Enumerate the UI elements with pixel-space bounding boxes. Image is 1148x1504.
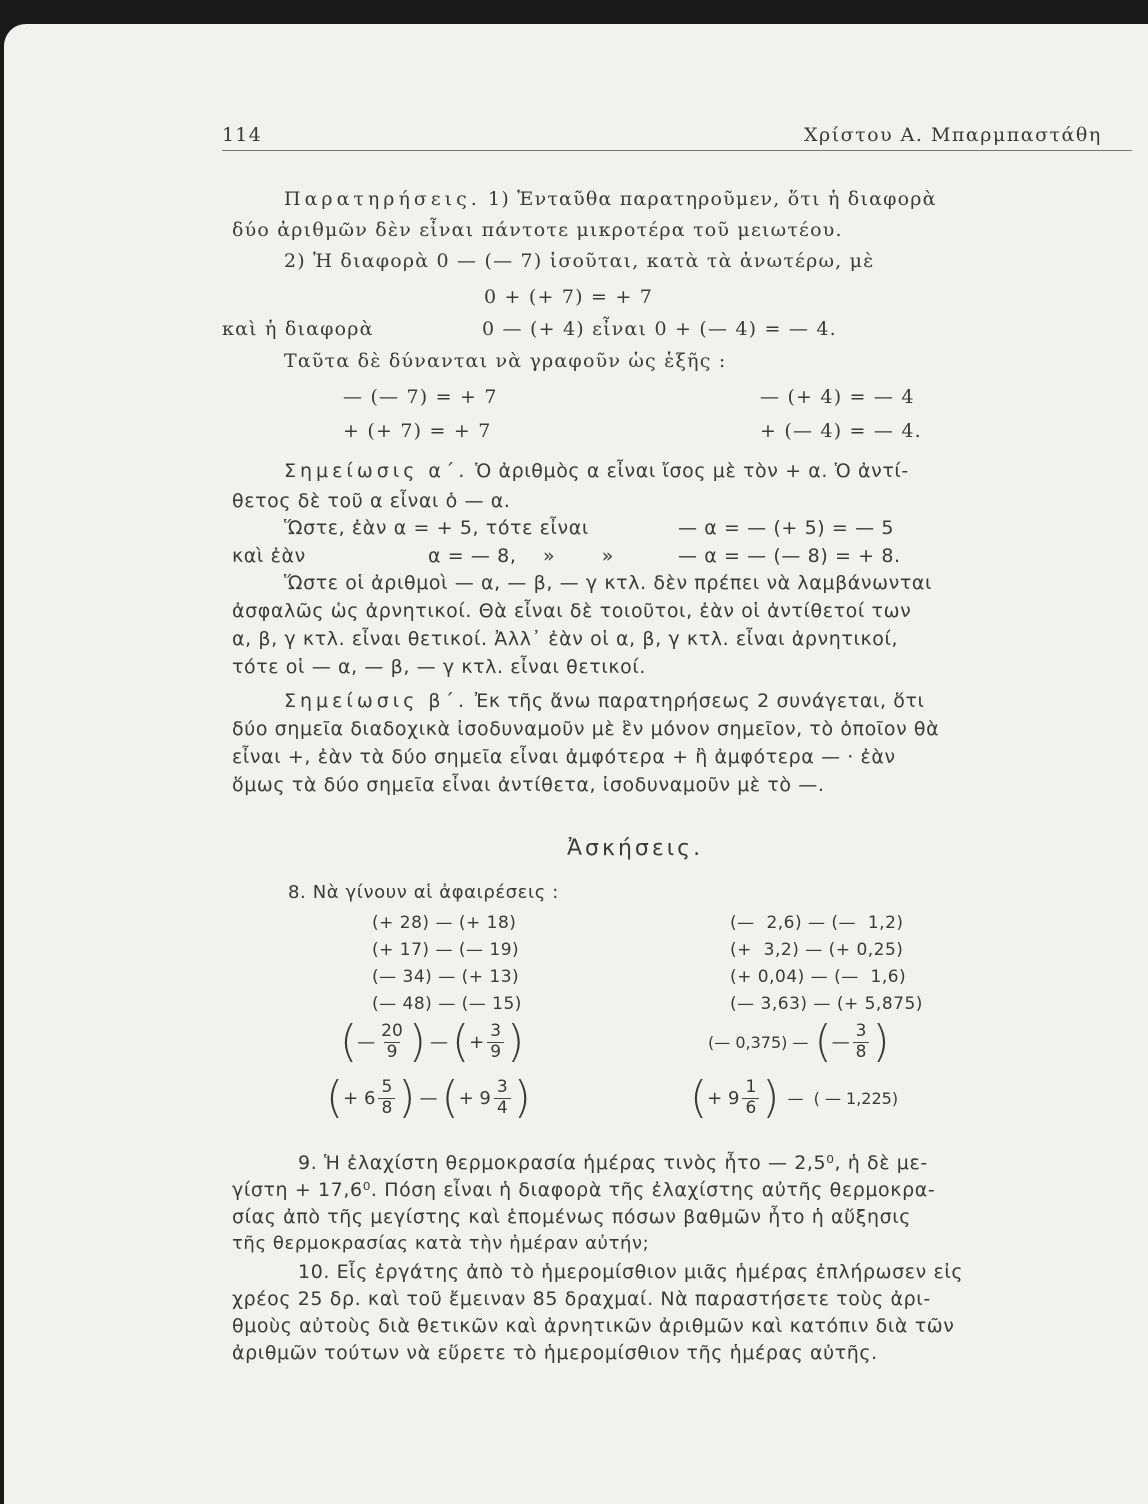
paratiriseis-heading: Παρατηρήσεις. [284, 188, 481, 210]
simeiosis-a-heading: Σημείωσις α΄. [284, 460, 469, 482]
fraction-denominator: 8 [378, 1098, 395, 1119]
ex8-fraction-row1-left: ( — $\frac{20}{9}$ ) — ( + $\frac{3}{9}$ ) [340, 1016, 525, 1067]
fraction-3-8 [853, 1022, 870, 1062]
askiseis-title: Ἀσκήσεις. [567, 836, 704, 861]
page-number: 114 [222, 124, 262, 146]
simeiosis-b-line1 [284, 690, 925, 712]
simeiosis-b-heading: Σημείωσις β΄. [284, 690, 469, 712]
ex8-right-item-1: (— 2,6) — (— 1,2) [730, 913, 904, 933]
fraction-3-4 [494, 1078, 511, 1118]
exercise-9-line2: γίστη + 17,6⁰. Πόση εἶναι ἡ διαφορὰ τῆς ἐλαχίστης αὐτῆς θερμοκρα- [232, 1179, 936, 1201]
equation-1-right: — (+ 4) = — 4 [760, 386, 915, 408]
mixed-number-whole: + 9 [707, 1087, 740, 1109]
ex8-fraction-row2-left: ( + 6 $\frac{5}{8}$ ) — ( + 9 $\frac{3}{4}$ ) [326, 1072, 531, 1123]
equation-2-left: + (+ 7) = + 7 [343, 420, 492, 442]
fraction-numerator: 20 [381, 1020, 403, 1041]
paratiriseis-line1-text: 1) Ἐνταῦθα παρατηροῦμεν, ὅτι ἡ διαφορὰ [488, 188, 937, 210]
fraction-suffix: — ( — 1,225) [787, 1088, 899, 1108]
ex8-left-item-4: (— 48) — (— 15) [372, 994, 522, 1014]
fraction-numerator: 5 [381, 1076, 393, 1097]
ex8-left-item-3: (— 34) — (+ 13) [372, 967, 520, 987]
fraction-20-9 [378, 1022, 406, 1062]
fraction-sign: — [357, 1031, 376, 1053]
fraction-denominator: 4 [494, 1098, 511, 1119]
equation-1-left: — (— 7) = + 7 [343, 386, 498, 408]
fraction-3-9 [487, 1022, 504, 1062]
ex8-right-item-3: (+ 0,04) — (— 1,6) [730, 967, 907, 987]
simeiosis-a-line1 [284, 460, 909, 482]
simeiosis-a-line8: τότε οἱ — α, — β, — γ κτλ. εἶναι θετικοί. [232, 656, 647, 678]
fraction-denominator: 9 [487, 1042, 504, 1063]
fraction-prefix: (— 0,375) — [708, 1032, 809, 1052]
exercise-9-line1: 9. Ἡ ἐλαχίστη θερμοκρασία ἡμέρας τινὸς ἦτο — 2,5⁰, ἡ δὲ με- [298, 1152, 928, 1174]
fraction-sign: + [469, 1031, 485, 1053]
running-head-author: Χρίστου Α. Μπαρμπαστάθη [804, 124, 1102, 146]
exercise-10-line3: θμοὺς αὐτοὺς διὰ θετικῶν καὶ ἀρνητικῶν ἀριθμῶν καὶ κατόπιν διὰ τῶν [232, 1315, 955, 1337]
paratiriseis-line1 [284, 188, 937, 210]
simeiosis-b-line4: ὅμως τὰ δύο σημεῖα εἶναι ἀντίθετα, ἰσοδυναμοῦν μὲ τὸ —. [232, 774, 825, 796]
header-rule [222, 150, 1132, 151]
fraction-numerator: 3 [490, 1020, 502, 1041]
paratiriseis-line4: 0 + (+ 7) = + 7 [484, 286, 654, 308]
fraction-sign: — [831, 1031, 850, 1053]
fraction-denominator: 9 [384, 1042, 401, 1063]
paratiriseis-line5-right: 0 — (+ 4) εἶναι 0 + (— 4) = — 4. [482, 318, 837, 340]
exercise-9-line3: σίας ἀπὸ τῆς μεγίστης καὶ ἑπομένως πόσων βαθμῶν ἦτο ἡ αὔξησις [232, 1206, 912, 1228]
ex8-right-item-4: (— 3,63) — (+ 5,875) [730, 994, 923, 1014]
simeiosis-a-line4-right: — α = — (— 8) = + 8. [678, 545, 901, 567]
fraction-numerator: 3 [496, 1076, 508, 1097]
mixed-number-whole: + 9 [458, 1087, 491, 1109]
paratiriseis-line3: 2) Ἡ διαφορὰ 0 — (— 7) ἰσοῦται, κατὰ τὰ ἀνωτέρω, μὲ [284, 250, 875, 272]
simeiosis-a-line3-left: Ὥστε, ἐὰν α = + 5, τότε εἶναι [284, 517, 589, 539]
exercise-8-intro: 8. Νὰ γίνουν αἱ ἀφαιρέσεις : [288, 882, 559, 903]
paratiriseis-line6: Ταῦτα δὲ δύνανται νὰ γραφοῦν ὡς ἑξῆς : [284, 350, 727, 372]
fraction-denominator: 8 [853, 1042, 870, 1063]
exercise-10-line1: 10. Εἷς ἐργάτης ἀπὸ τὸ ἡμερομίσθιον μιᾶς ἡμέρας ἐπλήρωσεν εἰς [298, 1261, 964, 1283]
fraction-numerator: 1 [745, 1076, 757, 1097]
equation-2-right: + (— 4) = — 4. [760, 420, 922, 442]
simeiosis-a-line6: ἀσφαλῶς ὡς ἀρνητικοί. Θὰ εἶναι δὲ τοιοῦτοι, ἐὰν οἱ ἀντίθετοί των [232, 600, 912, 622]
simeiosis-a-line4-left: καὶ ἐὰν [232, 545, 306, 567]
exercise-10-line2: χρέος 25 δρ. καὶ τοῦ ἔμειναν 85 δραχμαί. Νὰ παραστήσετε τοὺς ἀρι- [232, 1288, 931, 1310]
paratiriseis-line2: δύο ἀριθμῶν δὲν εἶναι πάντοτε μικροτέρα τοῦ μειωτέου. [232, 219, 843, 241]
ex8-left-item-2: (+ 17) — (— 19) [372, 940, 520, 960]
exercise-10-line4: ἀριθμῶν τούτων νὰ εὕρετε τὸ ἡμερομίσθιον τῆς ἡμέρας αὐτῆς. [232, 1342, 878, 1364]
fraction-numerator: 3 [855, 1020, 867, 1041]
simeiosis-a-line3-right: — α = — (+ 5) = — 5 [678, 517, 895, 539]
simeiosis-b-line1-text: Ἐκ τῆς ἄνω παρατηρήσεως 2 συνάγεται, ὅτι [474, 690, 925, 712]
mixed-number-whole: + 6 [343, 1087, 376, 1109]
simeiosis-a-line5: Ὥστε οἱ ἀριθμοὶ — α, — β, — γ κτλ. δὲν πρέπει νὰ λαμβάνωνται [284, 572, 933, 594]
simeiosis-a-line7: α, β, γ κτλ. εἶναι θετικοί. Ἀλλ᾽ ἐὰν οἱ α, β, γ κτλ. εἶναι ἀρνητικοί, [232, 628, 899, 650]
fraction-denominator: 6 [742, 1098, 759, 1119]
simeiosis-a-line4-mid: α = — 8, » » [428, 545, 614, 567]
simeiosis-a-line1-text: Ὁ ἀριθμὸς α εἶναι ἴσος μὲ τὸν + α. Ὁ ἀντί- [475, 460, 909, 482]
fraction-1-6 [742, 1078, 759, 1118]
ex8-right-item-2: (+ 3,2) — (+ 0,25) [730, 940, 904, 960]
simeiosis-b-line3: εἶναι +, ἐὰν τὰ δύο σημεῖα εἶναι ἀμφότερα + ἢ ἀμφότερα — · ἐὰν [232, 746, 896, 768]
fraction-5-8 [378, 1078, 395, 1118]
ex8-fraction-row2-right: ( + 9 $\frac{1}{6}$ ) — ( — 1,225) [690, 1072, 899, 1123]
exercise-9-line4: τῆς θερμοκρασίας κατὰ τὴν ἡμέραν αὐτήν; [232, 1233, 650, 1254]
paratiriseis-line5-left: καὶ ἡ διαφορὰ [222, 318, 374, 340]
simeiosis-b-line2: δύο σημεῖα διαδοχικὰ ἰσοδυναμοῦν μὲ ἓν μόνον σημεῖον, τὸ ὁποῖον θὰ [232, 718, 940, 740]
simeiosis-a-line2: θετος δὲ τοῦ α εἶναι ὁ — α. [232, 490, 511, 512]
ex8-left-item-1: (+ 28) — (+ 18) [372, 913, 517, 933]
ex8-fraction-row1-right: (— 0,375) — ( — $\frac{3}{8}$ ) [708, 1016, 890, 1067]
